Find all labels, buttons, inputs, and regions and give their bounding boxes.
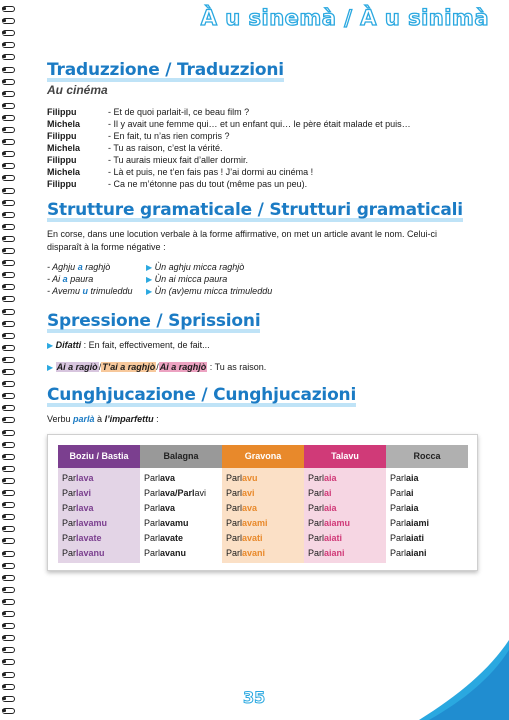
spiral-ring [2, 138, 15, 145]
spiral-ring [2, 344, 15, 351]
dialogue-line: - En fait, tu n’as rien compris ? [108, 131, 230, 141]
dialogue-line: - Tu aurais mieux fait d’aller dormir. [108, 155, 249, 165]
spiral-ring [2, 550, 15, 557]
spiral-ring [2, 441, 15, 448]
bullet-arrow-icon: ▶ [47, 341, 54, 350]
spiral-ring [2, 17, 15, 24]
bullet-arrow-icon: ▶ [47, 363, 54, 372]
section-subtitle: Au cinéma [47, 83, 108, 97]
table-column-header: Balagna [140, 445, 222, 468]
spiral-ring [2, 78, 15, 85]
bullet-arrow-icon: ▶ [146, 275, 153, 284]
spiral-ring [2, 380, 15, 387]
spiral-ring [2, 683, 15, 690]
dialogue-line: - Tu as raison, c’est la vérité. [108, 143, 223, 153]
page-number: 35 [243, 688, 266, 707]
section-title-spressione: Spressione / Sprissioni [47, 311, 261, 331]
table-cell: Parlava [144, 503, 176, 513]
table-column [222, 445, 304, 563]
table-cell: Parlavate [144, 533, 184, 543]
table-cell: Parlava [62, 473, 94, 483]
spiral-ring [2, 90, 15, 97]
spiral-ring [2, 695, 15, 702]
table-cell: Parlaiati [308, 533, 343, 543]
spiral-ring [2, 646, 15, 653]
spiral-ring [2, 259, 15, 266]
spiral-ring [2, 368, 15, 375]
section-title-cunghjucazione: Cunghjucazione / Cunghjucazioni [47, 385, 357, 405]
table-cell: Parlavami [226, 518, 268, 528]
table-cell: Parlaiami [390, 518, 430, 528]
table-column [386, 445, 468, 563]
spiral-ring [2, 235, 15, 242]
corner-wave-decoration [419, 640, 509, 720]
expression-meaning: : En fait, effectivement, de fait... [81, 340, 210, 350]
section-title-strutture: Strutture gramaticale / Strutturi gramaticali [47, 200, 463, 220]
spiral-ring [2, 610, 15, 617]
table-column-header: Gravona [222, 445, 304, 468]
article-highlight: u [82, 286, 89, 296]
spiral-ring [2, 707, 15, 714]
example-negative: ▶ Ùn ai micca paura [146, 274, 228, 284]
spiral-ring [2, 574, 15, 581]
variant-boziu: Ai a ragiò [56, 362, 98, 372]
spiral-ring [2, 537, 15, 544]
table-column [58, 445, 140, 563]
spiral-ring [2, 66, 15, 73]
dialogue-speaker: Michela [47, 167, 81, 177]
spiral-ring [2, 622, 15, 629]
spiral-ring [2, 211, 15, 218]
dialogue-speaker: Filippu [47, 155, 77, 165]
dialogue-speaker: Filippu [47, 179, 77, 189]
table-cell: Parlavamu [144, 518, 189, 528]
table-cell: Parlaia [308, 503, 337, 513]
spiral-ring [2, 53, 15, 60]
variant-talavu: Ai a raghjò [159, 362, 207, 372]
spiral-ring [2, 114, 15, 121]
dialogue-speaker: Michela [47, 143, 81, 153]
bullet-arrow-icon: ▶ [146, 287, 153, 296]
spiral-ring [2, 392, 15, 399]
article-highlight: a [62, 274, 68, 284]
table-cell: Parlaiani [390, 548, 427, 558]
table-cell: Parlavamu [62, 518, 108, 528]
spiral-ring [2, 247, 15, 254]
spiral-binding [0, 0, 20, 720]
dialogue-line: - Ca ne m’étonne pas du tout (même pas un peu). [108, 179, 308, 189]
dialogue-line: - Et de quoi parlait-il, ce beau film ? [108, 107, 250, 117]
spiral-ring [2, 598, 15, 605]
table-cell: Parlava/Parlavi [144, 488, 207, 498]
bullet-arrow-icon: ▶ [146, 263, 153, 272]
spiral-ring [2, 5, 15, 12]
grammar-paragraph: En corse, dans une locution verbale à la forme affirmative, on met un article avant le nom. Celui-ci disparaît à la forme négative : [47, 229, 438, 252]
spiral-ring [2, 332, 15, 339]
expression-term: Difatti [55, 340, 82, 350]
spiral-ring [2, 356, 15, 363]
table-cell: Parlava [226, 503, 258, 513]
spiral-ring [2, 295, 15, 302]
article-highlight: a [77, 262, 83, 272]
spiral-ring [2, 283, 15, 290]
spiral-ring [2, 634, 15, 641]
table-cell: Parlaiati [390, 533, 425, 543]
table-cell: Parlavi [226, 488, 255, 498]
table-cell: Parlai [390, 488, 414, 498]
dialogue-speaker: Michela [47, 119, 81, 129]
example-negative: ▶ Ùn aghju micca raghjò [146, 262, 245, 272]
table-cell: Parlavi [62, 488, 92, 498]
table-cell: Parlavanu [62, 548, 105, 558]
spiral-ring [2, 174, 15, 181]
spiral-ring [2, 562, 15, 569]
spiral-ring [2, 586, 15, 593]
dialogue-line: - Là et puis, ne t’en fais pas ! J’ai dormi au cinéma ! [108, 167, 314, 177]
variant-gravona: T’ai a raghjò [102, 362, 156, 372]
spiral-ring [2, 320, 15, 327]
spiral-ring [2, 41, 15, 48]
example-affirmative: - Avemu u trimuleddu [47, 286, 133, 296]
spiral-ring [2, 671, 15, 678]
spiral-ring [2, 658, 15, 665]
table-cell: Parlavani [226, 548, 266, 558]
table-cell: Parlai [308, 488, 332, 498]
table-column-header: Boziu / Bastia [58, 445, 140, 468]
dialogue-speaker: Filippu [47, 131, 77, 141]
table-column [304, 445, 386, 563]
spiral-ring [2, 126, 15, 133]
section-title-traduzzione: Traduzzione / Traduzzioni [47, 60, 284, 80]
expression-line-2: ▶ Ai a ragiò/T’ai a raghjò/Ai a raghjò : Tu as raison. [47, 362, 267, 372]
table-cell: Parlaiamu [308, 518, 351, 528]
example-negative: ▶ Ùn (av)emu micca trimuleddu [146, 286, 273, 296]
spiral-ring [2, 477, 15, 484]
expression-line-1 [47, 340, 210, 350]
spiral-ring [2, 199, 15, 206]
spiral-ring [2, 404, 15, 411]
spiral-ring [2, 501, 15, 508]
dialogue-line: - Il y avait une femme qui… et un enfant qui… le père était malade et puis… [108, 119, 411, 129]
table-column [140, 445, 222, 563]
conjugation-intro: Verbu parlà à l’imparfettu : [47, 414, 159, 424]
spiral-ring [2, 429, 15, 436]
table-cell: Parlaia [390, 503, 419, 513]
spiral-ring [2, 102, 15, 109]
table-cell: Parlava [62, 503, 94, 513]
table-column-header: Rocca [386, 445, 468, 468]
spiral-ring [2, 465, 15, 472]
table-cell: Parlavate [62, 533, 102, 543]
table-cell: Parlaiani [308, 548, 345, 558]
spiral-ring [2, 187, 15, 194]
expression-meaning: : Tu as raison. [207, 362, 267, 372]
example-affirmative: - Aghju a raghjò [47, 262, 111, 272]
spiral-ring [2, 29, 15, 36]
spiral-ring [2, 150, 15, 157]
table-cell: Parlaia [390, 473, 419, 483]
table-cell: Parlaia [308, 473, 337, 483]
table-cell: Parlavati [226, 533, 263, 543]
table-cell: Parlava [144, 473, 176, 483]
page-header-title: À u sinemà / À u sinimà [200, 6, 489, 30]
spiral-ring [2, 271, 15, 278]
spiral-ring [2, 513, 15, 520]
table-column-header: Talavu [304, 445, 386, 468]
spiral-ring [2, 453, 15, 460]
spiral-ring [2, 525, 15, 532]
table-cell: Parlavanu [144, 548, 187, 558]
spiral-ring [2, 308, 15, 315]
table-cell: Parlavu [226, 473, 258, 483]
conjugation-table [47, 434, 478, 571]
spiral-ring [2, 489, 15, 496]
dialogue-speaker: Filippu [47, 107, 77, 117]
spiral-ring [2, 162, 15, 169]
example-affirmative: - Ai a paura [47, 274, 94, 284]
spiral-ring [2, 223, 15, 230]
spiral-ring [2, 416, 15, 423]
